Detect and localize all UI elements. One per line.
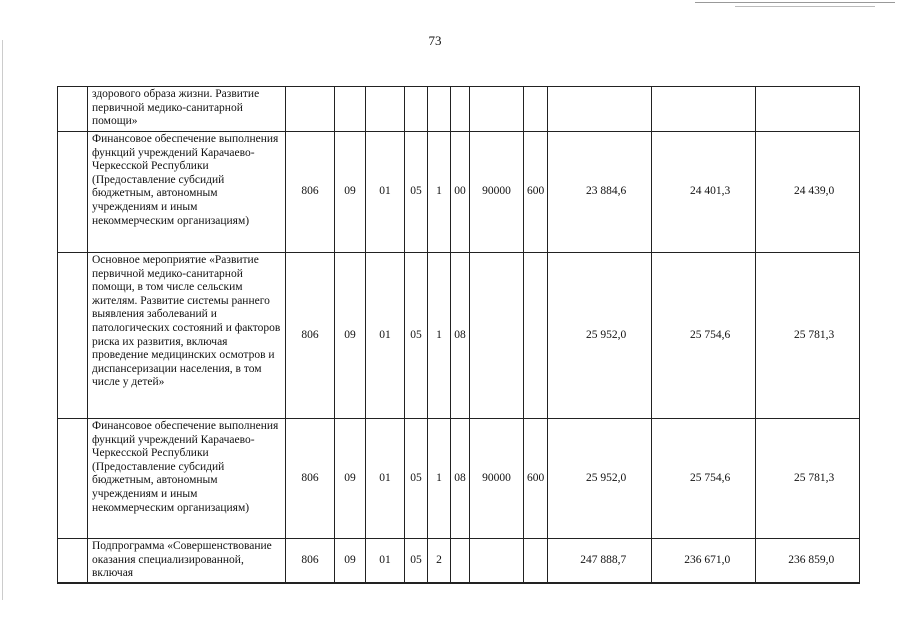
- event-code: 00: [451, 132, 470, 253]
- ministry-code: 806: [286, 539, 335, 583]
- scan-left-edge: [2, 40, 3, 600]
- amount-year-2: 25 754,6: [652, 419, 756, 539]
- direction-code: 90000: [470, 419, 524, 539]
- expense-type-code: 600: [524, 419, 548, 539]
- empty-cell: [58, 539, 88, 583]
- subprogram-code: 2: [428, 539, 451, 583]
- budget-table: [57, 86, 860, 584]
- direction-code: [470, 539, 524, 583]
- amount-year-3: 236 859,0: [756, 539, 860, 583]
- direction-code: [470, 87, 524, 132]
- direction-code: 90000: [470, 132, 524, 253]
- subsection-code: 01: [366, 253, 405, 419]
- program-code: 05: [405, 253, 428, 419]
- amount-year-2: 236 671,0: [652, 539, 756, 583]
- section-code: 09: [335, 132, 366, 253]
- amount-year-2: 24 401,3: [652, 132, 756, 253]
- empty-cell: [58, 87, 88, 132]
- row-description: здорового образа жизни. Развитие первичной медико-санитарной помощи»: [88, 87, 286, 132]
- table-row: [58, 87, 860, 132]
- amount-year-1: 25 952,0: [548, 253, 652, 419]
- event-code: [451, 539, 470, 583]
- table-row: [58, 419, 860, 539]
- event-code: 08: [451, 253, 470, 419]
- program-code: 05: [405, 419, 428, 539]
- section-code: 09: [335, 419, 366, 539]
- ministry-code: 806: [286, 253, 335, 419]
- expense-type-code: [524, 539, 548, 583]
- empty-cell: [58, 419, 88, 539]
- subprogram-code: 1: [428, 132, 451, 253]
- ministry-code: 806: [286, 419, 335, 539]
- program-code: [405, 87, 428, 132]
- section-code: 09: [335, 539, 366, 583]
- expense-type-code: [524, 87, 548, 132]
- amount-year-1: 247 888,7: [548, 539, 652, 583]
- amount-year-1: 23 884,6: [548, 132, 652, 253]
- row-description: Финансовое обеспечение выполнения функций учреждений Карачаево-Черкесской Республики (Предоставление субсидий бюджетным, автономным учреждениям и иным некоммерческим организациям): [88, 419, 286, 539]
- event-code: 08: [451, 419, 470, 539]
- program-code: 05: [405, 132, 428, 253]
- section-code: [335, 87, 366, 132]
- amount-year-1: 25 952,0: [548, 419, 652, 539]
- row-description: Финансовое обеспечение выполнения функций учреждений Карачаево-Черкесской Республики (Предоставление субсидий бюджетным, автономным учреждениям и иным некоммерческим организациям): [88, 132, 286, 253]
- scan-artifact-line: [735, 6, 875, 7]
- table-row: [58, 539, 860, 583]
- amount-year-3: 24 439,0: [756, 132, 860, 253]
- empty-cell: [58, 132, 88, 253]
- amount-year-3: 25 781,3: [756, 419, 860, 539]
- expense-type-code: [524, 253, 548, 419]
- subsection-code: [366, 87, 405, 132]
- ministry-code: 806: [286, 132, 335, 253]
- row-description: Подпрограмма «Совершенствование оказания специализированной, включая: [88, 539, 286, 583]
- amount-year-2: [652, 87, 756, 132]
- direction-code: [470, 253, 524, 419]
- page-number: 73: [428, 33, 442, 48]
- subprogram-code: [428, 87, 451, 132]
- amount-year-3: 25 781,3: [756, 253, 860, 419]
- subsection-code: 01: [366, 132, 405, 253]
- event-code: [451, 87, 470, 132]
- table-row: [58, 253, 860, 419]
- subsection-code: 01: [366, 539, 405, 583]
- amount-year-3: [756, 87, 860, 132]
- scan-artifact-line: [695, 2, 895, 3]
- subprogram-code: 1: [428, 253, 451, 419]
- empty-cell: [58, 253, 88, 419]
- amount-year-1: [548, 87, 652, 132]
- table-row: [58, 132, 860, 253]
- section-code: 09: [335, 253, 366, 419]
- subprogram-code: 1: [428, 419, 451, 539]
- row-description: Основное мероприятие «Развитие первичной медико-санитарной помощи, в том числе сельским жителям. Развитие системы раннего выявления заболеваний и патологических состояний и факторов риска их развития, включая проведение медицинских осмотров и диспансеризации населения, в том числе у детей»: [88, 253, 286, 419]
- expense-type-code: 600: [524, 132, 548, 253]
- amount-year-2: 25 754,6: [652, 253, 756, 419]
- program-code: 05: [405, 539, 428, 583]
- subsection-code: 01: [366, 419, 405, 539]
- ministry-code: [286, 87, 335, 132]
